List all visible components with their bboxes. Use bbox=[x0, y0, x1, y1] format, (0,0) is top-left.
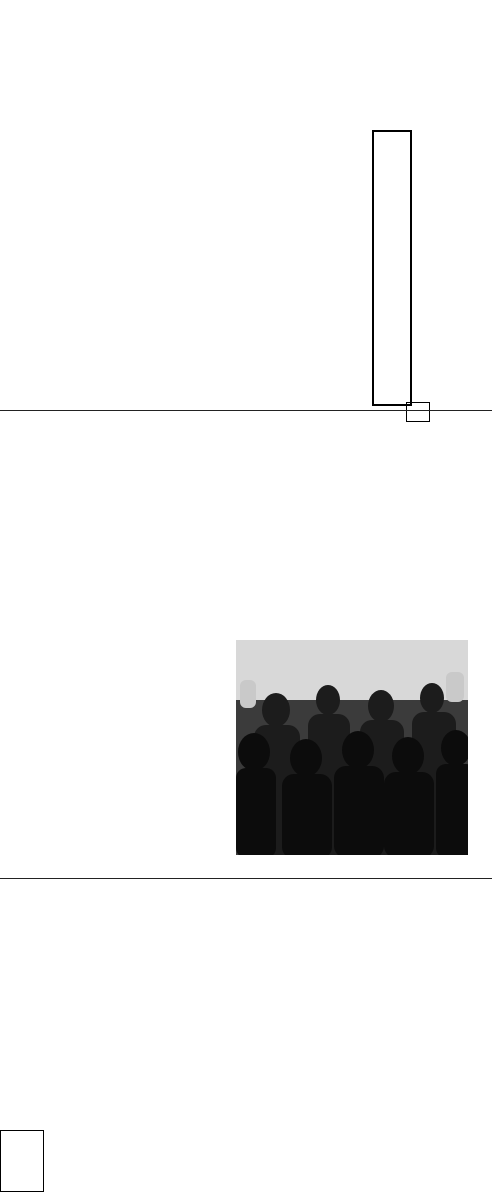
text-column bbox=[164, 8, 178, 403]
text-column bbox=[319, 8, 333, 403]
byline bbox=[60, 1025, 76, 1175]
crowd-photo bbox=[236, 640, 468, 855]
text-column bbox=[335, 420, 349, 638]
text-column bbox=[226, 8, 240, 403]
text-column bbox=[167, 475, 181, 875]
text-column bbox=[60, 475, 74, 875]
text-column bbox=[257, 8, 271, 403]
section-rule bbox=[0, 410, 492, 411]
text-column bbox=[182, 475, 196, 875]
text-column bbox=[211, 8, 225, 403]
text-column bbox=[25, 8, 39, 403]
text-column bbox=[320, 420, 334, 638]
text-column bbox=[91, 475, 105, 875]
section-rule bbox=[0, 878, 492, 879]
text-column bbox=[152, 475, 166, 875]
text-column bbox=[426, 420, 440, 638]
text-column bbox=[195, 8, 209, 403]
text-column bbox=[149, 8, 163, 403]
text-column bbox=[381, 420, 395, 638]
text-column bbox=[273, 8, 287, 403]
text-column bbox=[457, 420, 471, 638]
text-column bbox=[411, 420, 425, 638]
series-subtitle bbox=[372, 130, 412, 406]
text-column bbox=[71, 8, 85, 403]
text-column bbox=[102, 8, 116, 403]
text-column bbox=[87, 8, 101, 403]
text-column bbox=[15, 475, 29, 875]
text-column bbox=[121, 475, 135, 875]
text-column bbox=[350, 420, 364, 638]
text-column bbox=[350, 8, 364, 403]
text-column bbox=[45, 475, 59, 875]
text-column bbox=[304, 8, 318, 403]
related-article-box bbox=[0, 1130, 44, 1192]
text-column bbox=[118, 8, 132, 403]
text-column bbox=[442, 420, 456, 638]
series-number bbox=[406, 402, 430, 422]
photo-caption bbox=[468, 655, 490, 890]
text-column bbox=[56, 8, 70, 403]
text-column bbox=[366, 420, 380, 638]
text-column bbox=[106, 475, 120, 875]
text-column bbox=[136, 475, 150, 875]
series-logo bbox=[368, 10, 488, 400]
text-column bbox=[305, 420, 319, 638]
text-column bbox=[133, 8, 147, 403]
text-column bbox=[242, 8, 256, 403]
text-column bbox=[30, 475, 44, 875]
text-column bbox=[40, 8, 54, 403]
text-column bbox=[335, 8, 349, 403]
crowd-photo-image bbox=[236, 640, 468, 855]
text-column bbox=[396, 420, 410, 638]
text-column bbox=[76, 475, 90, 875]
text-column bbox=[472, 420, 486, 638]
text-column bbox=[180, 8, 194, 403]
text-column bbox=[288, 8, 302, 403]
